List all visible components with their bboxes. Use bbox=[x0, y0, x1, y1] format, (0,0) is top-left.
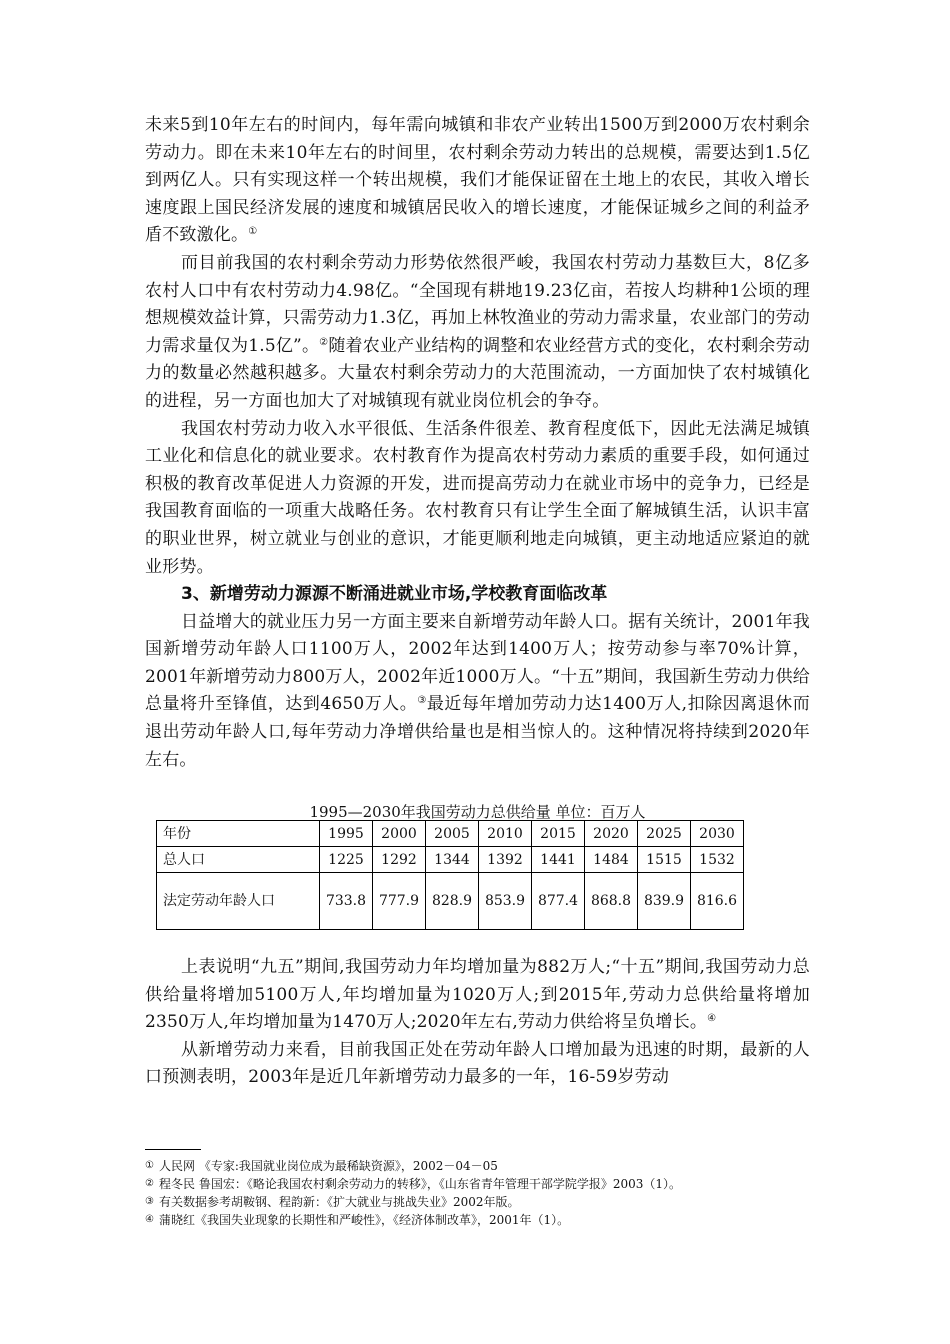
table-cell: 868.8 bbox=[585, 873, 638, 930]
footnote-item bbox=[145, 1193, 810, 1211]
paragraph-rural-situation bbox=[145, 250, 810, 416]
table-cell: 777.9 bbox=[373, 873, 426, 930]
footnote-mark: ① bbox=[145, 1160, 154, 1171]
table-year-cell: 2030 bbox=[691, 821, 744, 847]
table-cell: 828.9 bbox=[426, 873, 479, 930]
footnote-ref-3[interactable]: ③ bbox=[417, 695, 427, 707]
table-row-total-population bbox=[157, 847, 744, 873]
table-header-label: 年份 bbox=[157, 821, 320, 847]
paragraph-text: 我国农村劳动力收入水平很低、生活条件很差、教育程度低下，因此无法满足城镇工业化和信息化的就业要求。农村教育作为提高农村劳动力素质的重要手段，如何通过积极的教育改革促进人力资源的开发，进而提高劳动力在就业市场中的竞争力，已经是我国教育面临的一项重大战略任务。农村教育只有让学生全面了解城镇生活，认识丰富的职业世界，树立就业与创业的意识，才能更顺利地走向城镇，更主动地适应紧迫的就业形势。 bbox=[145, 418, 810, 577]
footnote-mark: ② bbox=[145, 1178, 154, 1189]
footnotes bbox=[145, 1157, 810, 1229]
table-title: 1995—2030年我国劳动力总供给量 单位：百万人 bbox=[309, 803, 646, 821]
footnote-divider bbox=[145, 1149, 201, 1150]
paragraph-text: 从新增劳动力来看，目前我国正处在劳动年龄人口增加最为迅速的时期，最新的人口预测表明，2003年是近几年新增劳动力最多的一年，16-59岁劳动 bbox=[145, 1039, 810, 1088]
paragraph-text-continued: 随着农业产业结构的调整和农业经营方式的变化，农村剩余劳动力的数量必然越积越多。大量农村剩余劳动力的大范围流动，一方面加快了农村城镇化的进程，另一方面也加大了对城镇现有就业岗位机会的争夺。 bbox=[145, 335, 810, 411]
footnote-ref-1[interactable]: ① bbox=[248, 226, 258, 238]
table-cell: 839.9 bbox=[638, 873, 691, 930]
table-cell: 1484 bbox=[585, 847, 638, 873]
paragraph-text-continued: 最近每年增加劳动力达1400万人,扣除因离退休而退出劳动年龄人口,每年劳动力净增供给量也是相当惊人的。这种情况将持续到2020年左右。 bbox=[145, 694, 810, 770]
table-cell: 853.9 bbox=[479, 873, 532, 930]
table-cell: 1292 bbox=[373, 847, 426, 873]
table-cell: 877.4 bbox=[532, 873, 585, 930]
paragraph-rural-education bbox=[145, 416, 810, 582]
table-row-label: 总人口 bbox=[157, 847, 320, 873]
table-cell: 1392 bbox=[479, 847, 532, 873]
footnote-mark: ③ bbox=[145, 1196, 154, 1207]
paragraph-text: 上表说明“九五”期间,我国劳动力年均增加量为882万人;“十五”期间,我国劳动力总供给量将增加5100万人,年均增加量为1020万人;到2015年,劳动力总供给量将增加2350万人,年均增加量为1470万人;2020年左右,劳动力供给将呈负增长。 bbox=[145, 957, 810, 1033]
footnote-ref-2[interactable]: ② bbox=[319, 336, 329, 348]
table-cell: 1344 bbox=[426, 847, 479, 873]
footnote-item bbox=[145, 1157, 810, 1175]
paragraph-text: 而目前我国的农村剩余劳动力形势依然很严峻，我国农村劳动力基数巨大，8亿多农村人口中有农村劳动力4.98亿。“全国现有耕地19.23亿亩，若按人均耕种1公顷的理想规模效益计算，只需劳动力1.3亿，再加上林牧渔业的劳动力需求量，农业部门的劳动力需求量仅为1.5亿”。 bbox=[145, 252, 810, 356]
paragraph-table-summary bbox=[145, 954, 810, 1037]
footnote-text: 人民网 《专家:我国就业岗位成为最稀缺资源》，2002－04－05 bbox=[159, 1159, 498, 1173]
table-cell: 1225 bbox=[320, 847, 373, 873]
table-cell: 816.6 bbox=[691, 873, 744, 930]
table-year-cell: 2025 bbox=[638, 821, 691, 847]
paragraph-new-labor bbox=[145, 609, 810, 775]
footnote-text: 程冬民 鲁国宏：《略论我国农村剩余劳动力的转移》，《山东省青年管理干部学院学报》2003（1）。 bbox=[159, 1177, 681, 1191]
table-header-row bbox=[157, 821, 744, 847]
document-page bbox=[145, 112, 810, 1227]
paragraph-text: 未来5到10年左右的时间内，每年需向城镇和非农产业转出1500万到2000万农村剩余劳动力。即在未来10年左右的时间里，农村剩余劳动力转出的总规模，需要达到1.5亿到两亿人。只有实现这样一个转出规模，我们才能保证留在土地上的农民，其收入增长速度跟上国民经济发展的速度和城镇居民收入的增长速度，才能保证城乡之间的利益矛盾不致激化。 bbox=[145, 115, 810, 246]
section-heading: 3、新增劳动力源源不断涌进就业市场,学校教育面临改革 bbox=[181, 584, 608, 605]
table-year-cell: 2015 bbox=[532, 821, 585, 847]
table-year-cell: 2010 bbox=[479, 821, 532, 847]
paragraphs-after-table bbox=[145, 954, 810, 1092]
paragraph-labor-forecast bbox=[145, 1037, 810, 1092]
table-cell: 1441 bbox=[532, 847, 585, 873]
labor-supply-table bbox=[156, 820, 744, 930]
table-row-label: 法定劳动年龄人口 bbox=[157, 873, 320, 930]
paragraph-rural-transfer bbox=[145, 112, 810, 250]
paragraph-text: 日益增大的就业压力另一方面主要来自新增劳动年龄人口。据有关统计，2001年我国新增劳动年龄人口1100万人，2002年达到1400万人；按劳动参与率70%计算，2001年新增劳动力800万人，2002年近1000万人。“十五”期间，我国新生劳动力供给总量将升至锋值，达到4650万人。 bbox=[145, 611, 810, 715]
table-year-cell: 2020 bbox=[585, 821, 638, 847]
table-year-cell: 1995 bbox=[320, 821, 373, 847]
table-year-cell: 2005 bbox=[426, 821, 479, 847]
table-cell: 1532 bbox=[691, 847, 744, 873]
table-row-working-age bbox=[157, 873, 744, 930]
footnote-ref-4[interactable]: ④ bbox=[707, 1013, 717, 1025]
footnote-item bbox=[145, 1175, 810, 1193]
table-year-cell: 2000 bbox=[373, 821, 426, 847]
table-cell: 733.8 bbox=[320, 873, 373, 930]
footnote-text: 有关数据参考胡鞍钢、程韵新：《扩大就业与挑战失业》2002年版。 bbox=[159, 1195, 520, 1209]
table-cell: 1515 bbox=[638, 847, 691, 873]
footnote-text: 蒲晓红《我国失业现象的长期性和严峻性》，《经济体制改革》，2001年（1）。 bbox=[159, 1213, 570, 1227]
footnote-item bbox=[145, 1211, 810, 1229]
footnote-mark: ④ bbox=[145, 1214, 154, 1225]
